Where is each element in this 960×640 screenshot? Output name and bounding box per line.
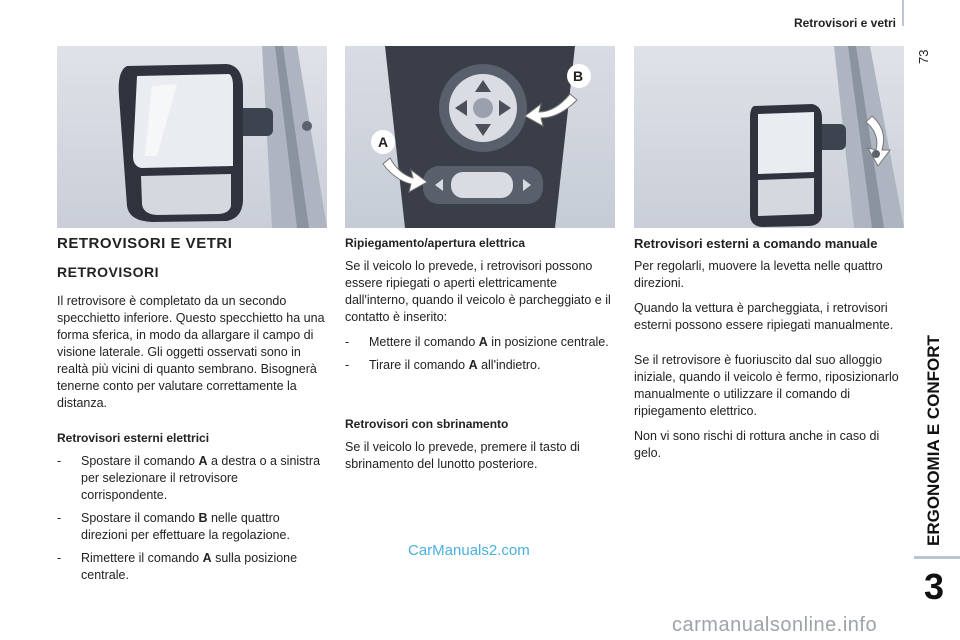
manual-mirror-illustration xyxy=(634,46,904,228)
subsection-heading: Retrovisori esterni a comando manuale xyxy=(634,236,878,251)
chapter-rule xyxy=(914,556,960,559)
header-rule xyxy=(902,0,904,26)
subsection-heading: Retrovisori esterni elettrici xyxy=(57,431,210,445)
paragraph: Quando la vettura è parcheggiata, i retrovisori esterni possono essere ripiegati manualmente. xyxy=(634,301,894,332)
figure-electric-mirror xyxy=(57,46,327,228)
watermark-link[interactable]: CarManuals2.com xyxy=(408,542,530,559)
paragraph: Se il retrovisore è fuoriuscito dal suo alloggio iniziale, quando il veicolo è fermo, riposizionarlo manualmente o utilizzare il comando di ripiegamento elettrico. xyxy=(634,353,899,418)
list-item: - Spostare il comando A a destra o a sinistra per selezionare il retrovisore corrispondente. xyxy=(57,454,321,502)
paragraph: Se il veicolo lo prevede, i retrovisori possono essere ripiegati o aperti elettricamente dall'interno, quando il veicolo è parcheggiato e il contatto è inserito: xyxy=(345,259,611,324)
paragraph: Per regolarli, muovere la levetta nelle quattro direzioni. xyxy=(634,259,883,290)
page-title: RETROVISORI E VETRI xyxy=(57,235,233,252)
column-middle xyxy=(345,235,615,481)
subsection-heading: Ripiegamento/apertura elettrica xyxy=(345,236,526,250)
mirror-illustration xyxy=(57,46,327,228)
label-b: B xyxy=(573,68,584,84)
list-item: - Rimettere il comando A sulla posizione centrale. xyxy=(57,551,298,582)
running-header: Retrovisori e vetri xyxy=(793,16,896,30)
list-item: - Mettere il comando A in posizione centrale. xyxy=(345,335,609,349)
figure-manual-mirror xyxy=(634,46,904,228)
label-a: A xyxy=(378,134,389,150)
list-item: - Spostare il comando B nelle quattro direzioni per effettuare la regolazione. xyxy=(57,511,290,542)
section-heading: RETROVISORI xyxy=(57,264,159,280)
paragraph: Non vi sono rischi di rottura anche in caso di gelo. xyxy=(634,429,880,460)
intro-paragraph: Il retrovisore è completato da un secondo specchietto inferiore. Questo specchietto ha una forma sferica, in modo da allargare il campo di visione laterale. Gli oggetti osservati sono in realtà più vicini di quanto sembrano. Bisognerà tenerne conto per valutare correttamente la distanza. xyxy=(57,294,325,410)
list-item: - Tirare il comando A all'indietro. xyxy=(345,358,541,372)
subsection-heading: Retrovisori con sbrinamento xyxy=(345,417,509,431)
figure-mirror-controls xyxy=(345,46,615,228)
chapter-number: 3 xyxy=(924,566,945,607)
watermark-link[interactable]: carmanualsonline.info xyxy=(672,614,878,636)
paragraph: Se il veicolo lo prevede, premere il tasto di sbrinamento del lunotto posteriore. xyxy=(345,440,580,471)
chapter-title: ERGONOMIA E CONFORT xyxy=(924,335,943,546)
column-right xyxy=(634,235,909,470)
page-number: 73 xyxy=(916,49,931,64)
column-left xyxy=(57,235,327,590)
controls-illustration xyxy=(345,46,615,228)
